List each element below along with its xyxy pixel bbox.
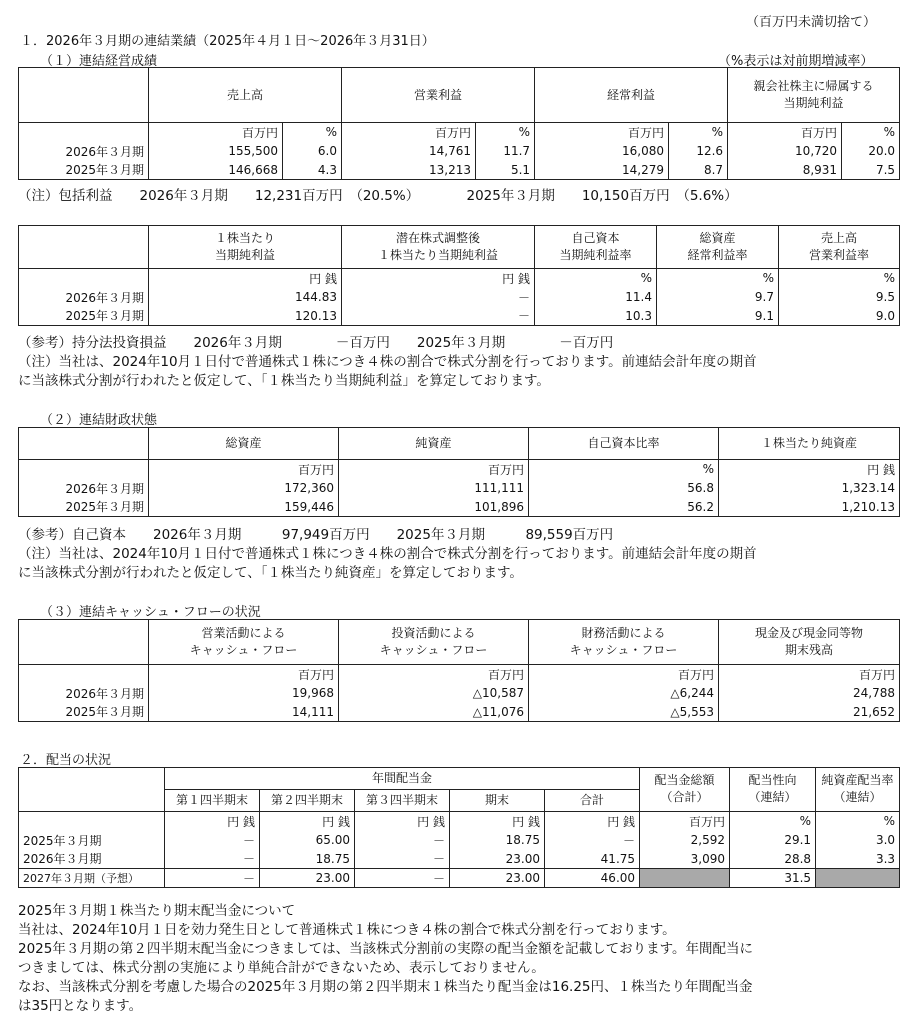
units-row bbox=[19, 123, 900, 142]
header-net-assets: 純資産 bbox=[339, 428, 529, 460]
value-cell: 144.83 bbox=[149, 288, 342, 307]
value-cell: △10,587 bbox=[339, 684, 529, 703]
header-q3: 第３四半期末 bbox=[355, 790, 450, 812]
unit-cell: 円 銭 bbox=[545, 812, 640, 831]
value-cell: 9.7 bbox=[657, 288, 779, 307]
units-row bbox=[19, 269, 900, 288]
value-cell: 11.7 bbox=[476, 142, 535, 161]
unit-note: （百万円未満切捨て） bbox=[746, 15, 877, 30]
corner-cell bbox=[19, 226, 149, 269]
header-operating-profit: 営業利益 bbox=[342, 68, 535, 123]
dividend-note-line: つきましては、株式分割の実施により単純合計ができないため、表示しておりません。 bbox=[18, 960, 545, 976]
sub2-title: （２）連結財政状態 bbox=[40, 413, 158, 428]
dividend-note-line: なお、当該株式分割を考慮した場合の2025年３月期の第２四半期末１株当たり配当金は16.25円、１株当たり年間配当金 bbox=[18, 979, 753, 995]
table-row bbox=[19, 161, 900, 180]
value-cell: △11,076 bbox=[339, 703, 529, 722]
value-cell: 31.5 bbox=[730, 869, 816, 888]
value-cell: 12.6 bbox=[669, 142, 728, 161]
header-equity-ratio: 自己資本比率 bbox=[529, 428, 719, 460]
value-cell: － bbox=[165, 869, 260, 888]
value-cell: 29.1 bbox=[730, 831, 816, 850]
units-row bbox=[19, 665, 900, 684]
unit-cell: % bbox=[283, 123, 342, 142]
value-cell: 146,668 bbox=[149, 161, 283, 180]
unit-cell: % bbox=[816, 812, 900, 831]
table-row bbox=[19, 850, 900, 869]
row-label: 2027年３月期（予想） bbox=[19, 869, 165, 888]
unit-cell: % bbox=[669, 123, 728, 142]
header-roe: 自己資本 当期純利益率 bbox=[535, 226, 657, 269]
unit-cell: % bbox=[842, 123, 900, 142]
header-operating-cf: 営業活動による キャッシュ・フロー bbox=[149, 620, 339, 665]
value-cell: － bbox=[165, 831, 260, 850]
unit-cell: 円 銭 bbox=[165, 812, 260, 831]
dividend-note-line: は35円となります。 bbox=[18, 998, 143, 1014]
unit-cell: 円 銭 bbox=[450, 812, 545, 831]
table-row bbox=[19, 703, 900, 722]
row-label: 2026年３月期 bbox=[19, 288, 149, 307]
value-cell: 4.3 bbox=[283, 161, 342, 180]
header-bps: １株当たり純資産 bbox=[719, 428, 900, 460]
sub1-title: （１）連結経営成績 bbox=[40, 54, 158, 69]
value-cell: 1,323.14 bbox=[719, 479, 900, 498]
table-row bbox=[19, 307, 900, 326]
per-share-table bbox=[18, 225, 900, 326]
header-total-assets: 総資産 bbox=[149, 428, 339, 460]
units-row bbox=[19, 812, 900, 831]
row-label: 2025年３月期 bbox=[19, 831, 165, 850]
value-cell: 20.0 bbox=[842, 142, 900, 161]
value-cell: 6.0 bbox=[283, 142, 342, 161]
operating-results-table bbox=[18, 67, 900, 180]
value-cell: 159,446 bbox=[149, 498, 339, 517]
header-financing-cf: 財務活動による キャッシュ・フロー bbox=[529, 620, 719, 665]
header-net-income: 親会社株主に帰属する 当期純利益 bbox=[728, 68, 900, 123]
unit-cell: 百万円 bbox=[728, 123, 842, 142]
unit-cell: 円 銭 bbox=[355, 812, 450, 831]
header-roa: 総資産 経常利益率 bbox=[657, 226, 779, 269]
unit-cell: 百万円 bbox=[339, 665, 529, 684]
value-cell: － bbox=[342, 288, 535, 307]
value-cell: 18.75 bbox=[260, 850, 355, 869]
comprehensive-income-note: （注）包括利益 2026年３月期 12,231百万円 （20.5%） 2025年３月期 10,150百万円 （5.6%） bbox=[18, 188, 738, 204]
value-cell: 56.2 bbox=[529, 498, 719, 517]
own-capital-note: （参考）自己資本 2026年３月期 97,949百万円 2025年３月期 89,559百万円 bbox=[18, 527, 614, 543]
value-cell: 18.75 bbox=[450, 831, 545, 850]
header-ordinary-profit: 経常利益 bbox=[535, 68, 728, 123]
header-investing-cf: 投資活動による キャッシュ・フロー bbox=[339, 620, 529, 665]
unit-cell: 百万円 bbox=[339, 460, 529, 479]
equity-method-note: （参考）持分法投資損益 2026年３月期 －百万円 2025年３月期 －百万円 bbox=[18, 335, 614, 351]
shaded-cell bbox=[640, 869, 730, 888]
stock-split-note-line1: （注）当社は、2024年10月１日付で普通株式１株につき４株の割合で株式分割を行っております。前連結会計年度の期首 bbox=[18, 354, 757, 370]
value-cell: △6,244 bbox=[529, 684, 719, 703]
table-row bbox=[19, 479, 900, 498]
unit-cell: % bbox=[535, 269, 657, 288]
value-cell: 111,111 bbox=[339, 479, 529, 498]
sub1-right-note: （%表示は対前期増減率） bbox=[718, 54, 874, 69]
stock-split-note2-line2: に当該株式分割が行われたと仮定して、「１株当たり純資産」を算定しております。 bbox=[18, 565, 523, 581]
unit-cell: 百万円 bbox=[535, 123, 669, 142]
unit-cell: 百万円 bbox=[149, 123, 283, 142]
value-cell: 1,210.13 bbox=[719, 498, 900, 517]
unit-cell: % bbox=[730, 812, 816, 831]
value-cell: 14,279 bbox=[535, 161, 669, 180]
unit-cell: % bbox=[657, 269, 779, 288]
row-label: 2026年３月期 bbox=[19, 684, 149, 703]
stock-split-note2-line1: （注）当社は、2024年10月１日付で普通株式１株につき４株の割合で株式分割を行っております。前連結会計年度の期首 bbox=[18, 546, 757, 562]
value-cell: 11.4 bbox=[535, 288, 657, 307]
corner-cell bbox=[19, 620, 149, 665]
unit-cell: 百万円 bbox=[149, 460, 339, 479]
value-cell: 155,500 bbox=[149, 142, 283, 161]
value-cell: 16,080 bbox=[535, 142, 669, 161]
value-cell: 9.5 bbox=[779, 288, 900, 307]
value-cell: 13,213 bbox=[342, 161, 476, 180]
unit-cell: 百万円 bbox=[149, 665, 339, 684]
value-cell: 5.1 bbox=[476, 161, 535, 180]
unit-cell: 百万円 bbox=[719, 665, 900, 684]
value-cell: 23.00 bbox=[260, 869, 355, 888]
value-cell: 23.00 bbox=[450, 869, 545, 888]
header-sales: 売上高 bbox=[149, 68, 342, 123]
value-cell: 3.3 bbox=[816, 850, 900, 869]
unit-cell: 百万円 bbox=[640, 812, 730, 831]
header-operating-margin: 売上高 営業利益率 bbox=[779, 226, 900, 269]
value-cell: 28.8 bbox=[730, 850, 816, 869]
unit-cell: 円 銭 bbox=[260, 812, 355, 831]
value-cell: 21,652 bbox=[719, 703, 900, 722]
table-row bbox=[19, 288, 900, 307]
cash-flow-table bbox=[18, 619, 900, 722]
header-diluted-eps: 潜在株式調整後 １株当たり当期純利益 bbox=[342, 226, 535, 269]
value-cell: 7.5 bbox=[842, 161, 900, 180]
value-cell: 3,090 bbox=[640, 850, 730, 869]
section2-title: ２．配当の状況 bbox=[20, 753, 112, 768]
value-cell: － bbox=[355, 869, 450, 888]
row-label: 2026年３月期 bbox=[19, 479, 149, 498]
header-total: 合計 bbox=[545, 790, 640, 812]
dividend-note-line: 当社は、2024年10月１日を効力発生日として普通株式１株につき４株の割合で株式分割を行っております。 bbox=[18, 922, 676, 938]
unit-cell: 百万円 bbox=[529, 665, 719, 684]
value-cell: 23.00 bbox=[450, 850, 545, 869]
header-q2: 第２四半期末 bbox=[260, 790, 355, 812]
corner-cell bbox=[19, 428, 149, 460]
value-cell: － bbox=[545, 831, 640, 850]
value-cell: 14,111 bbox=[149, 703, 339, 722]
value-cell: 14,761 bbox=[342, 142, 476, 161]
row-label: 2025年３月期 bbox=[19, 307, 149, 326]
value-cell: 56.8 bbox=[529, 479, 719, 498]
unit-cell: 円 銭 bbox=[719, 460, 900, 479]
unit-cell: 円 銭 bbox=[149, 269, 342, 288]
value-cell: 19,968 bbox=[149, 684, 339, 703]
stock-split-note-line2: に当該株式分割が行われたと仮定して、「１株当たり当期純利益」を算定しております。 bbox=[18, 373, 550, 389]
value-cell: － bbox=[342, 307, 535, 326]
unit-cell: % bbox=[779, 269, 900, 288]
corner-cell bbox=[19, 68, 149, 123]
value-cell: 3.0 bbox=[816, 831, 900, 850]
table-row bbox=[19, 142, 900, 161]
value-cell: － bbox=[165, 850, 260, 869]
value-cell: 46.00 bbox=[545, 869, 640, 888]
table-row bbox=[19, 684, 900, 703]
table-row bbox=[19, 831, 900, 850]
row-label: 2025年３月期 bbox=[19, 161, 149, 180]
row-label: 2026年３月期 bbox=[19, 142, 149, 161]
forecast-row bbox=[19, 869, 900, 888]
value-cell: 41.75 bbox=[545, 850, 640, 869]
shaded-cell bbox=[816, 869, 900, 888]
header-year-end: 期末 bbox=[450, 790, 545, 812]
unit-cell: % bbox=[476, 123, 535, 142]
value-cell: 9.0 bbox=[779, 307, 900, 326]
financial-position-table bbox=[18, 427, 900, 517]
value-cell: 9.1 bbox=[657, 307, 779, 326]
header-total-dividends: 配当金総額 （合計） bbox=[640, 768, 730, 812]
value-cell: 24,788 bbox=[719, 684, 900, 703]
header-doe: 純資産配当率 （連結） bbox=[816, 768, 900, 812]
value-cell: 101,896 bbox=[339, 498, 529, 517]
section1-title: １．2026年３月期の連結業績（2025年４月１日～2026年３月31日） bbox=[20, 34, 435, 49]
header-cash-balance: 現金及び現金同等物 期末残高 bbox=[719, 620, 900, 665]
row-label: 2026年３月期 bbox=[19, 850, 165, 869]
unit-cell: 円 銭 bbox=[342, 269, 535, 288]
units-row bbox=[19, 460, 900, 479]
unit-cell: 百万円 bbox=[342, 123, 476, 142]
unit-cell: % bbox=[529, 460, 719, 479]
sub3-title: （３）連結キャッシュ・フローの状況 bbox=[40, 605, 261, 620]
value-cell: 8,931 bbox=[728, 161, 842, 180]
value-cell: 120.13 bbox=[149, 307, 342, 326]
header-eps: １株当たり 当期純利益 bbox=[149, 226, 342, 269]
value-cell: － bbox=[355, 831, 450, 850]
value-cell: 2,592 bbox=[640, 831, 730, 850]
value-cell: 10,720 bbox=[728, 142, 842, 161]
header-annual-dividend: 年間配当金 bbox=[165, 768, 640, 790]
value-cell: 8.7 bbox=[669, 161, 728, 180]
dividends-table bbox=[18, 767, 900, 888]
corner-cell bbox=[19, 768, 165, 812]
row-label: 2025年３月期 bbox=[19, 703, 149, 722]
header-q1: 第１四半期末 bbox=[165, 790, 260, 812]
value-cell: 10.3 bbox=[535, 307, 657, 326]
value-cell: － bbox=[355, 850, 450, 869]
row-label: 2025年３月期 bbox=[19, 498, 149, 517]
value-cell: △5,553 bbox=[529, 703, 719, 722]
value-cell: 172,360 bbox=[149, 479, 339, 498]
table-row bbox=[19, 498, 900, 517]
header-payout-ratio: 配当性向 （連結） bbox=[730, 768, 816, 812]
dividend-note-line: 2025年３月期の第２四半期末配当金につきましては、当該株式分割前の実際の配当金額を記載しております。年間配当に bbox=[18, 941, 754, 957]
value-cell: 65.00 bbox=[260, 831, 355, 850]
dividend-note-line: 2025年３月期１株当たり期末配当金について bbox=[18, 903, 296, 919]
